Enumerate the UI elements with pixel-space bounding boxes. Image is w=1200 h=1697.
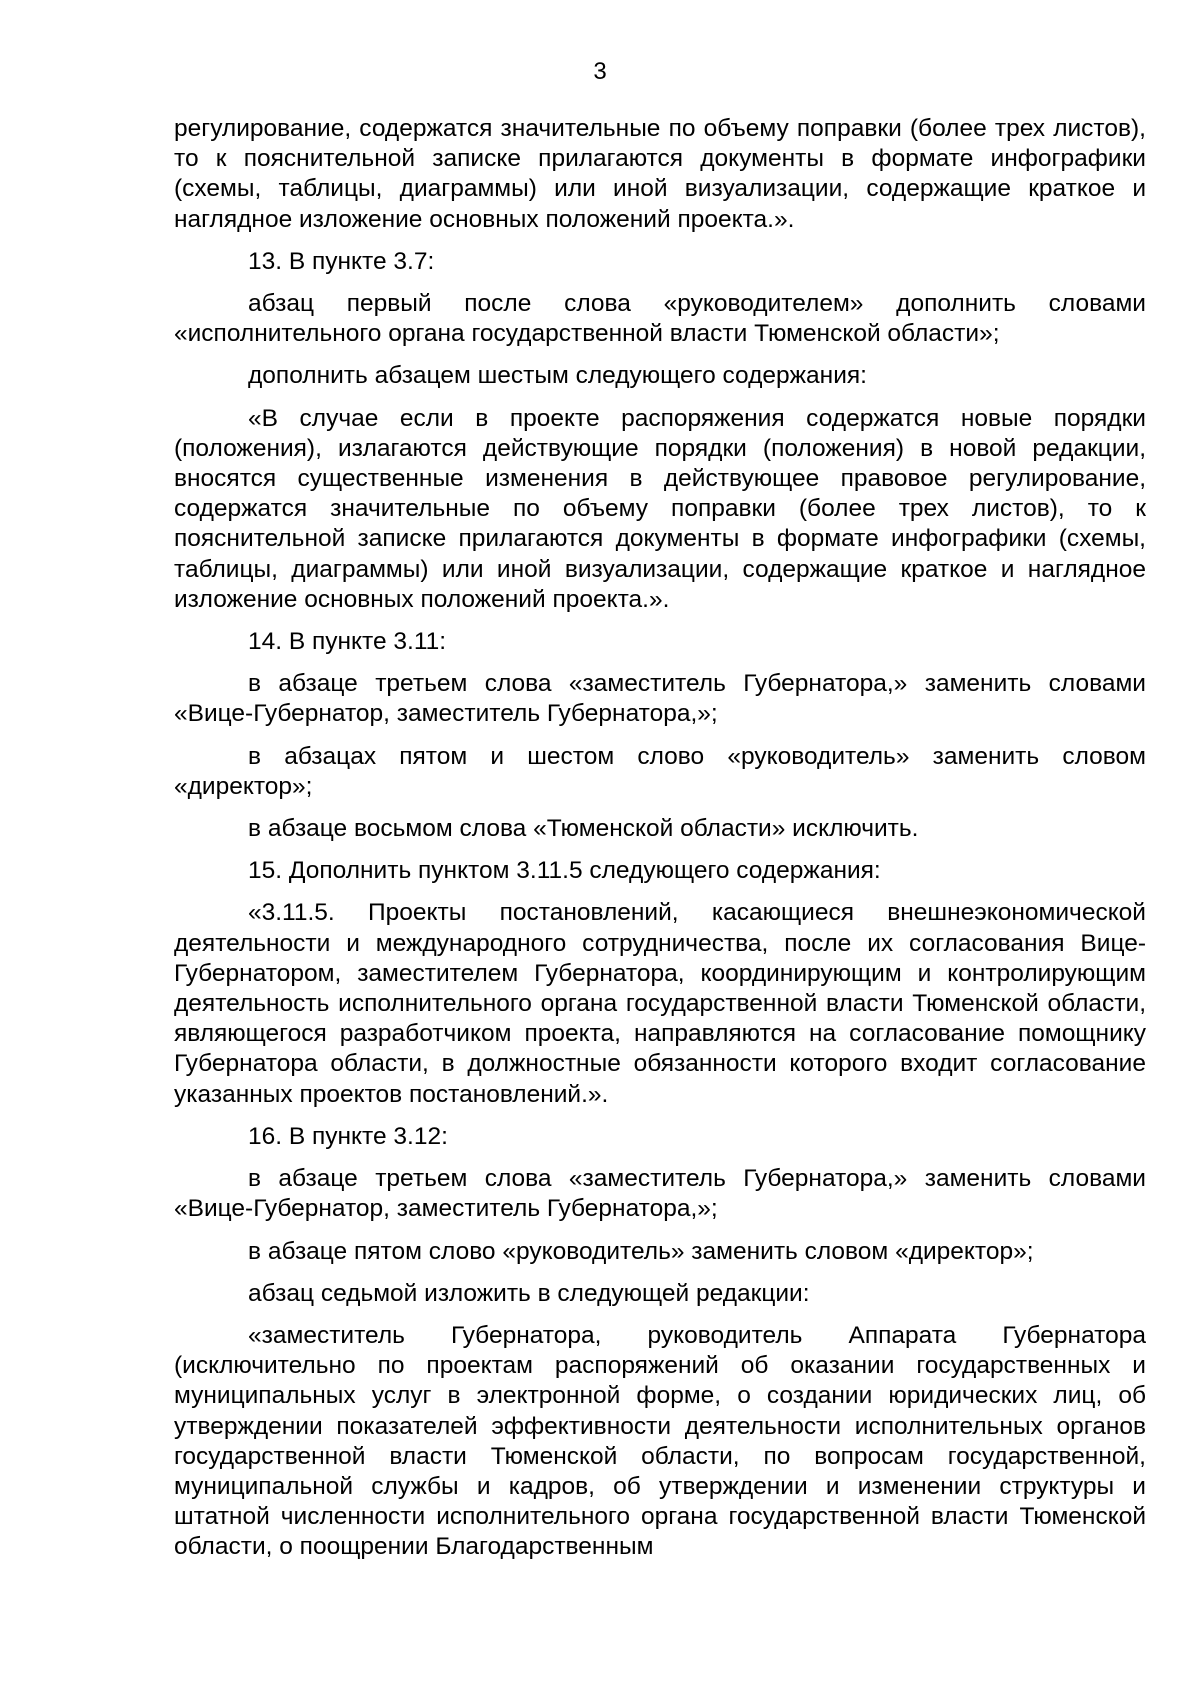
item-16-heading: 16. В пункте 3.12: xyxy=(248,1122,448,1150)
item-15-heading: 15. Дополнить пунктом 3.11.5 следующего содержания: xyxy=(248,857,881,885)
paragraph: дополнить абзацем шестым следующего содержания: xyxy=(248,362,867,390)
item-14-heading: 14. В пункте 3.11: xyxy=(248,628,447,656)
paragraph-continuation: регулирование, содержатся значительные по объему поправки (более трех листов), то к пояснительной записке прилагаются документы в формате инфографики (схемы, таблицы, диаграммы) или иной визуализации, содержащие краткое и наглядное изложение основных положений проекта.». xyxy=(174,115,1146,233)
quoted-paragraph: «заместитель Губернатора, руководитель Аппарата Губернатора (исключительно по проектам распоряжений об оказании государственных и муниципальных услуг в электронной форме, о создании юридических лиц, об утверждении показателей эффективности деятельности исполнительных органов государственной власти Тюменской области, по вопросам государственной, муниципальной службы и кадров, об утверждении и изменении структуры и штатной численности исполнительного органа государственной власти Тюменской области, о поощрении Благодарственным xyxy=(174,1321,1146,1561)
paragraph: абзац первый после слова «руководителем» дополнить словами «исполнительного органа государственной власти Тюменской области»; xyxy=(174,290,1146,348)
paragraph: абзац седьмой изложить в следующей редакции: xyxy=(248,1279,810,1307)
item-13-heading: 13. В пункте 3.7: xyxy=(248,247,435,275)
paragraph: в абзаце пятом слово «руководитель» заменить словом «директор»; xyxy=(248,1237,1034,1265)
document-body xyxy=(174,114,1146,1563)
page-number: 3 xyxy=(593,58,607,85)
paragraph: в абзаце восьмом слова «Тюменской области» исключить. xyxy=(248,815,919,843)
paragraph: в абзацах пятом и шестом слово «руководитель» заменить словом «директор»; xyxy=(174,742,1146,800)
paragraph: в абзаце третьем слова «заместитель Губернатора,» заменить словами «Вице-Губернатор, заместитель Губернатора,»; xyxy=(174,1165,1146,1223)
paragraph: в абзаце третьем слова «заместитель Губернатора,» заменить словами «Вице-Губернатор, заместитель Губернатора,»; xyxy=(174,670,1146,728)
quoted-paragraph: «3.11.5. Проекты постановлений, касающиеся внешнеэкономической деятельности и международного сотрудничества, после их согласования Вице-Губернатором, заместителем Губернатора, координирующим и контролирующим деятельность исполнительного органа государственной власти Тюменской области, являющегося разработчиком проекта, направляются на согласование помощнику Губернатора области, в должностные обязанности которого входит согласование указанных проектов постановлений.». xyxy=(174,899,1146,1108)
quoted-paragraph: «В случае если в проекте распоряжения содержатся новые порядки (положения), излагаются действующие порядки (положения) в новой редакции, вносятся существенные изменения в действующее правовое регулирование, содержатся значительные по объему поправки (более трех листов), то к пояснительной записке прилагаются документы в формате инфографики (схемы, таблицы, диаграммы) или иной визуализации, содержащие краткое и наглядное изложение основных положений проекта.». xyxy=(174,404,1146,613)
